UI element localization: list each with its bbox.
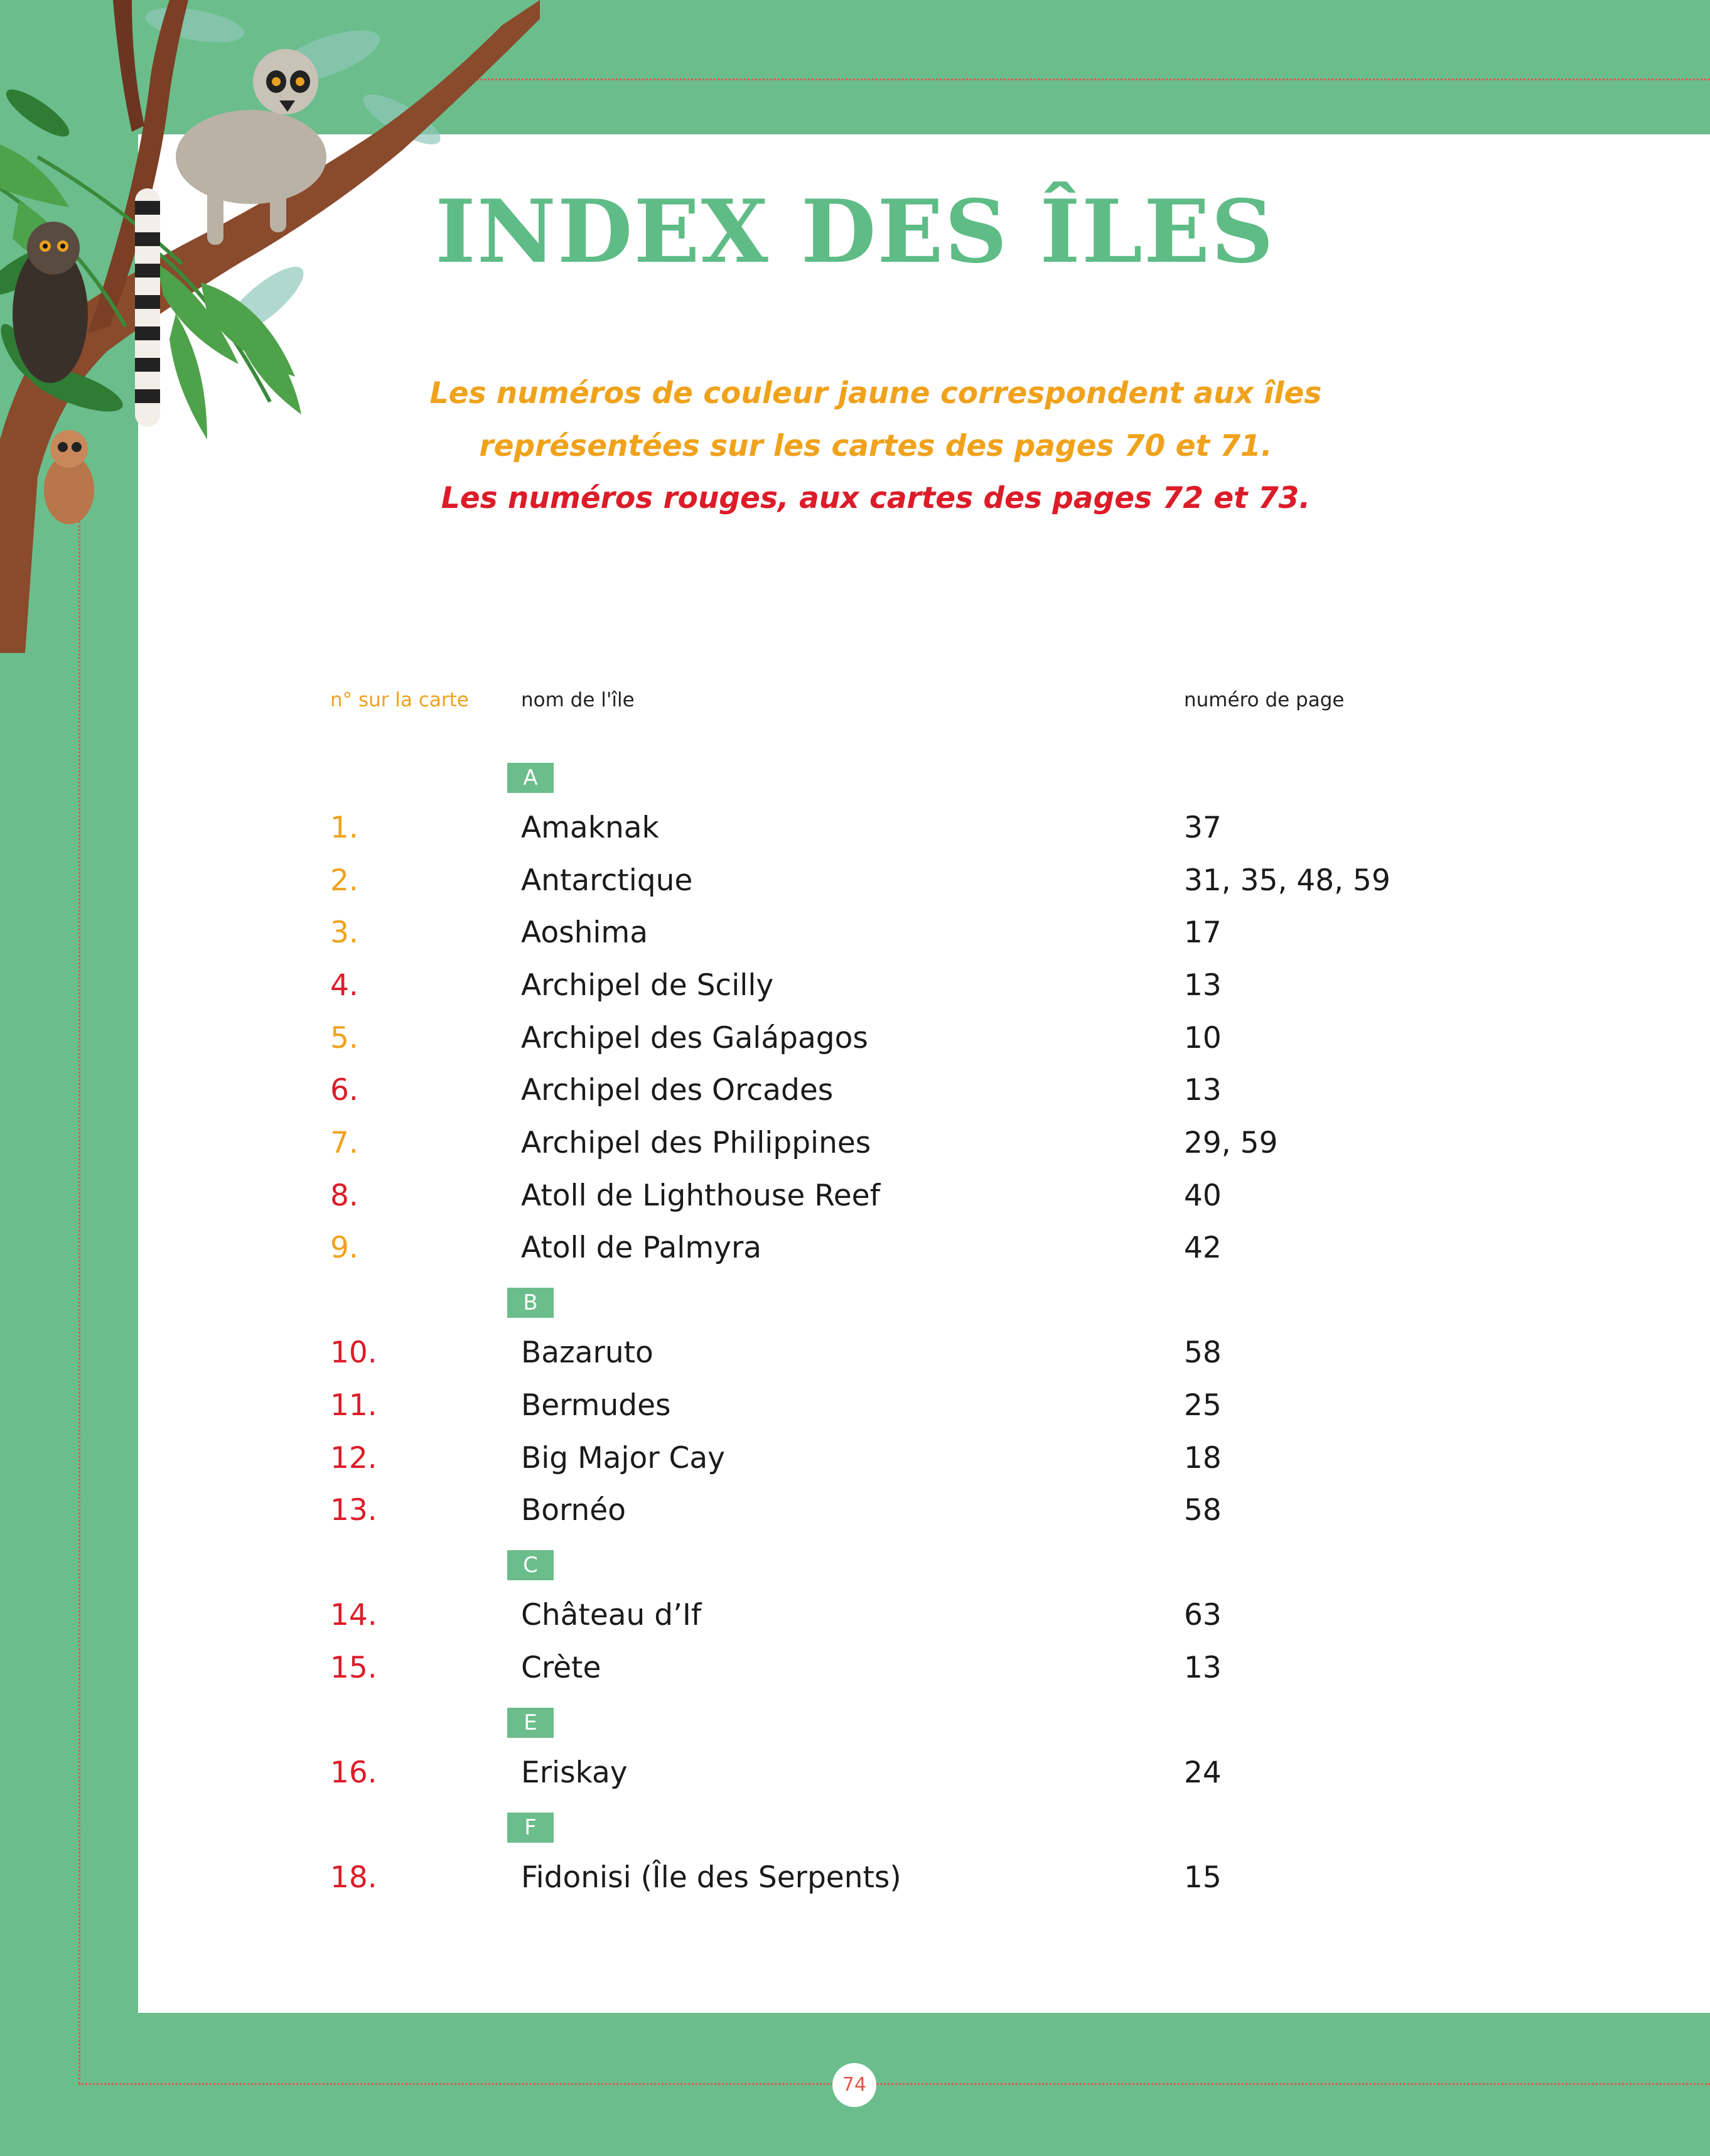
index-row — [0, 1177, 1507, 1215]
index-row — [0, 862, 1507, 900]
index-row — [0, 1229, 1507, 1267]
row-pages: 24 — [1184, 1755, 1222, 1790]
row-number: 6. — [330, 1073, 358, 1108]
row-pages: 15 — [1184, 1860, 1222, 1895]
index-row — [0, 1649, 1507, 1687]
index-row — [0, 914, 1507, 952]
row-pages: 13 — [1184, 1073, 1222, 1108]
row-pages: 31, 35, 48, 59 — [1184, 863, 1390, 898]
row-number: 5. — [330, 1021, 358, 1055]
row-island-name: Archipel des Philippines — [521, 1126, 871, 1160]
row-number: 10. — [330, 1335, 377, 1370]
row-number: 14. — [330, 1598, 377, 1632]
intro-yellow-line-1: Les numéros de couleur jaune correspondent aux îles — [429, 376, 1322, 411]
column-header-name: nom de l'île — [521, 689, 635, 711]
lemur-jungle-illustration — [0, 0, 540, 653]
intro-red-line: Les numéros rouges, aux cartes des pages 72 et 73. — [441, 481, 1311, 515]
row-number: 18. — [330, 1860, 377, 1895]
row-pages: 13 — [1184, 968, 1222, 1003]
row-island-name: Archipel de Scilly — [521, 968, 774, 1003]
letter-badge-a: A — [507, 763, 554, 793]
intro-yellow-line-2: représentées sur les cartes des pages 70 et 71. — [479, 429, 1272, 463]
index-row — [0, 1072, 1507, 1109]
row-pages: 58 — [1184, 1335, 1222, 1370]
row-number: 15. — [330, 1651, 377, 1685]
letter-badge-c: C — [507, 1550, 554, 1580]
letter-badge-f: F — [507, 1813, 554, 1843]
row-island-name: Big Major Cay — [521, 1441, 725, 1475]
row-pages: 40 — [1184, 1178, 1222, 1213]
bottom-dotted-line — [78, 2083, 1710, 2085]
row-pages: 58 — [1184, 1493, 1222, 1528]
row-island-name: Amaknak — [521, 811, 659, 845]
row-island-name: Eriskay — [521, 1755, 628, 1790]
index-row — [0, 1859, 1507, 1897]
index-row — [0, 1334, 1507, 1372]
row-number: 8. — [330, 1178, 358, 1213]
letter-badge-e: E — [507, 1708, 554, 1738]
row-number: 7. — [330, 1126, 358, 1160]
page-title: INDEX DES ÎLES — [435, 180, 1275, 283]
row-island-name: Archipel des Galápagos — [521, 1021, 868, 1055]
row-pages: 37 — [1184, 811, 1222, 845]
row-number: 11. — [330, 1388, 377, 1423]
index-row — [0, 967, 1507, 1005]
index-row — [0, 809, 1507, 847]
row-island-name: Atoll de Palmyra — [521, 1231, 762, 1265]
index-row — [0, 1124, 1507, 1162]
row-island-name: Atoll de Lighthouse Reef — [521, 1178, 881, 1213]
row-island-name: Château d’If — [521, 1598, 702, 1632]
row-number: 12. — [330, 1441, 377, 1475]
row-number: 1. — [330, 811, 358, 845]
row-pages: 17 — [1184, 915, 1222, 950]
row-island-name: Archipel des Orcades — [521, 1073, 834, 1108]
row-number: 3. — [330, 915, 358, 950]
row-number: 2. — [330, 863, 358, 898]
column-header-page: numéro de page — [1184, 689, 1345, 711]
row-island-name: Crète — [521, 1651, 601, 1685]
row-island-name: Fidonisi (Île des Serpents) — [521, 1860, 901, 1895]
index-row — [0, 1440, 1507, 1477]
row-pages: 10 — [1184, 1021, 1222, 1055]
row-pages: 29, 59 — [1184, 1126, 1278, 1160]
row-island-name: Bermudes — [521, 1388, 671, 1423]
row-island-name: Bazaruto — [521, 1335, 653, 1370]
row-number: 16. — [330, 1755, 377, 1790]
row-pages: 13 — [1184, 1651, 1222, 1685]
row-number: 4. — [330, 968, 358, 1003]
column-header-number: n° sur la carte — [330, 689, 469, 711]
row-island-name: Aoshima — [521, 915, 648, 950]
row-island-name: Antarctique — [521, 863, 693, 898]
index-row — [0, 1387, 1507, 1425]
page-number: 74 — [832, 2063, 876, 2107]
index-row — [0, 1492, 1507, 1529]
row-number: 13. — [330, 1493, 377, 1528]
row-pages: 18 — [1184, 1441, 1222, 1475]
index-row — [0, 1754, 1507, 1792]
top-dotted-line — [477, 78, 1710, 80]
row-number: 9. — [330, 1231, 358, 1265]
row-island-name: Bornéo — [521, 1493, 626, 1528]
row-pages: 42 — [1184, 1231, 1222, 1265]
index-row — [0, 1597, 1507, 1634]
row-pages: 63 — [1184, 1598, 1222, 1632]
letter-badge-b: B — [507, 1288, 554, 1318]
left-dotted-line — [78, 521, 80, 2083]
row-pages: 25 — [1184, 1388, 1222, 1423]
index-row — [0, 1020, 1507, 1057]
